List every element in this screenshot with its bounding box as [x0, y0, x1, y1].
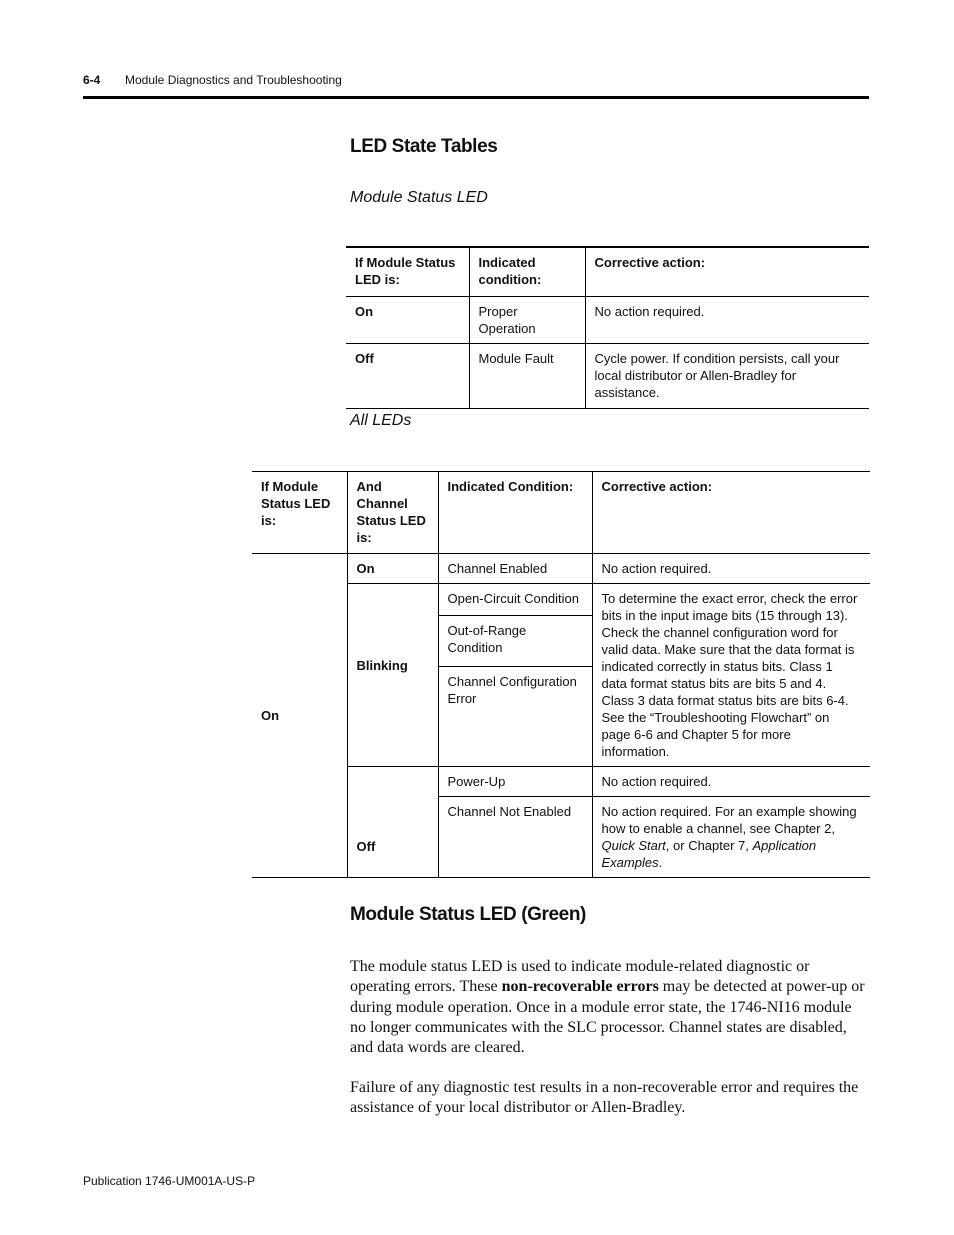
all-leds-table	[252, 471, 870, 878]
table-header-cell: Indicated condition:	[469, 247, 585, 297]
section-title-module-status-led: Module Status LED (Green)	[350, 904, 586, 925]
action-cell: No action required.	[585, 297, 869, 344]
emphasis-text: non-recoverable errors	[501, 978, 659, 996]
condition-cell: Channel Configuration Error	[438, 667, 592, 767]
led-state-cell: On	[346, 297, 469, 344]
action-cell	[592, 797, 870, 878]
table-header-cell: Corrective action:	[585, 247, 869, 297]
condition-cell: Module Fault	[469, 344, 585, 409]
action-cell: Cycle power. If condition persists, call your local distributor or Allen-Bradley for assistance.	[585, 344, 869, 409]
paragraph-text: may be detected at power-up or during module operation. Once in a module error state, the 1746-NI16 module no longer communicates with the SLC processor. Channel states are disabled, and data words are cleared.	[350, 978, 865, 1057]
table-header-cell: Corrective action:	[592, 472, 870, 554]
page-number: 6-4	[83, 73, 101, 87]
channel-led-state-cell: On	[347, 554, 438, 584]
action-cell: To determine the exact error, check the error bits in the input image bits (15 through 13). Check the channel configuration word for valid data. Make sure that the data format is indicated correctly in status bits. Class 1 data format status bits are bits 5 and 4. Class 3 data format status bits are bits 6-4. See the “Troubleshooting Flowchart” on page 6-6 and Chapter 5 for more information.	[592, 584, 870, 767]
paragraph-text: The module status LED is used to indicate module-related diagnostic or operating errors. These	[350, 958, 810, 996]
header-rule	[83, 96, 869, 99]
table-row	[346, 344, 869, 409]
paragraph-1	[350, 957, 870, 1058]
condition-cell: Open-Circuit Condition	[438, 584, 592, 616]
section-title-led-state-tables: LED State Tables	[350, 136, 498, 157]
channel-led-state-cell: Off	[347, 767, 438, 878]
condition-cell: Channel Not Enabled	[438, 797, 592, 878]
application-examples-reference: Application Examples	[601, 838, 817, 870]
table-row	[252, 554, 870, 584]
condition-cell: Out-of-Range Condition	[438, 616, 592, 667]
chapter-title: Module Diagnostics and Troubleshooting	[125, 73, 342, 87]
action-cell: No action required.	[592, 554, 870, 584]
action-text: No action required. For an example showing how to enable a channel, see Chapter 2,	[601, 804, 857, 836]
module-led-state-cell: On	[252, 554, 347, 878]
condition-cell: Channel Enabled	[438, 554, 592, 584]
publication-footer: Publication 1746-UM001A-US-P	[83, 1174, 256, 1188]
table-row	[346, 297, 869, 344]
table-header-cell: If Module Status LED is:	[346, 247, 469, 297]
page-header	[83, 73, 342, 87]
table1-caption: Module Status LED	[350, 189, 488, 206]
table-header-cell: If Module Status LED is:	[252, 472, 347, 554]
table-header-row	[252, 472, 870, 554]
action-text: , or Chapter 7,	[665, 838, 753, 853]
table-header-cell: And Channel Status LED is:	[347, 472, 438, 554]
table-header-cell: Indicated Condition:	[438, 472, 592, 554]
paragraph-2: Failure of any diagnostic test results in a non-recoverable error and requires the assistance of your local distributor or Allen-Bradley.	[350, 1079, 859, 1117]
channel-led-state-cell: Blinking	[347, 584, 438, 767]
table-header-row	[346, 247, 869, 297]
action-text: .	[658, 855, 663, 870]
table2-caption: All LEDs	[350, 412, 412, 429]
condition-cell: Proper Operation	[469, 297, 585, 344]
action-cell: No action required.	[592, 767, 870, 797]
module-status-led-table	[346, 246, 869, 409]
quick-start-reference: Quick Start	[601, 838, 666, 853]
led-state-cell: Off	[346, 344, 469, 409]
condition-cell: Power-Up	[438, 767, 592, 797]
